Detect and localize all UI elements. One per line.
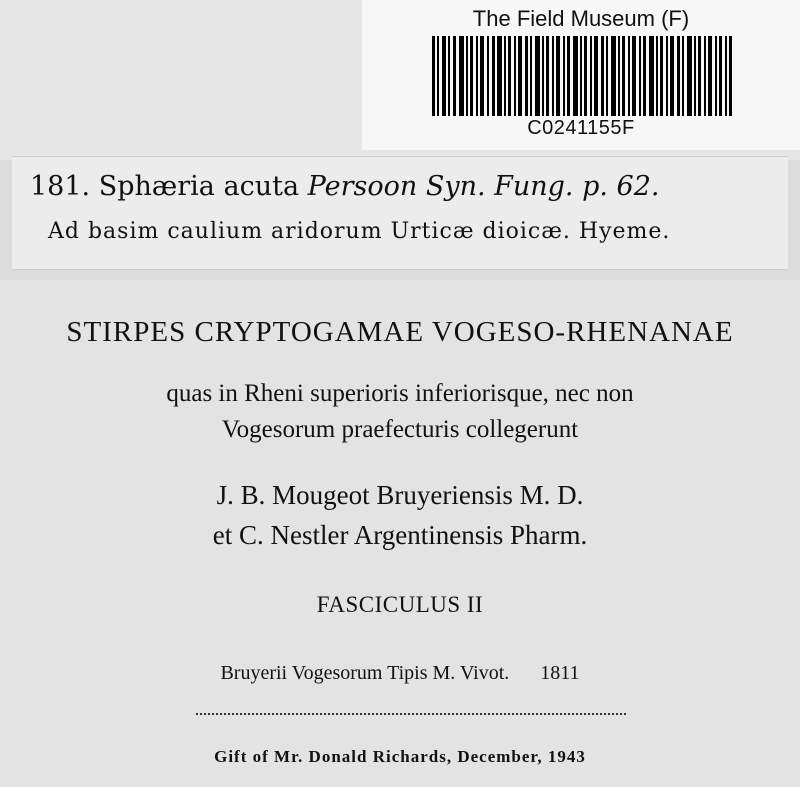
publisher: Bruyerii Vogesorum Tipis M. Vivot. <box>220 662 510 684</box>
species-line <box>30 171 790 202</box>
subtitle-line-1: quas in Rheni superioris inferiorisque, nec non <box>166 380 634 407</box>
dotted-divider <box>196 713 626 715</box>
authors-line-1: J. B. Mougeot Bruyeriensis M. D. <box>216 480 584 510</box>
gift-note: Gift of Mr. Donald Richards, December, 1943 <box>214 747 586 766</box>
habitat-line: Ad basim caulium aridorum Urticæ dioicæ. Hyeme. <box>48 219 671 244</box>
species-name: Sphæria acuta <box>98 171 300 202</box>
catalog-number: C0241155F <box>527 117 635 139</box>
exsiccata-label <box>0 280 800 787</box>
fascicle: FASCICULUS II <box>316 592 484 617</box>
barcode-label <box>362 0 800 150</box>
institution-name: The Field Museum (F) <box>472 6 690 31</box>
citation: Persoon Syn. Fung. p. 62. <box>307 171 660 202</box>
authors-line-2: et C. Nestler Argentinensis Pharm. <box>212 520 588 550</box>
publisher-line <box>0 662 800 685</box>
publication-year: 1811 <box>540 662 580 684</box>
specimen-number: 181. <box>30 171 91 202</box>
exsiccata-title: STIRPES CRYPTOGAMAE VOGESO-RHENANAE <box>66 316 734 348</box>
barcode-image <box>432 36 732 116</box>
specimen-label <box>12 156 788 270</box>
subtitle-line-2: Vogesorum praefecturis collegerunt <box>221 416 579 443</box>
